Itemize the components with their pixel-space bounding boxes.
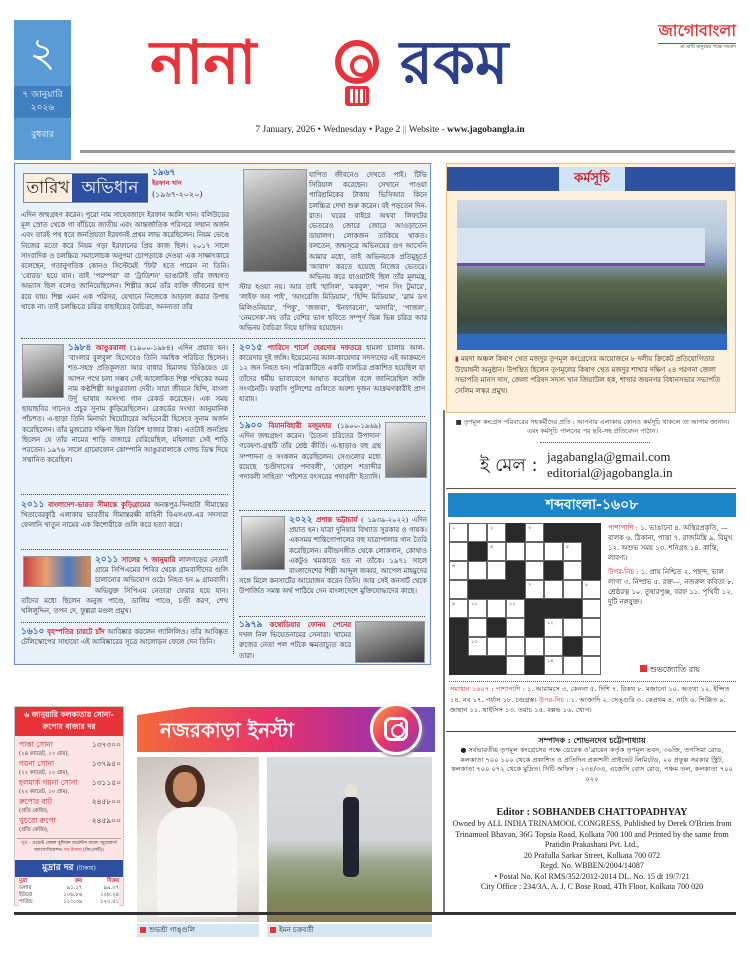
crossword-cell[interactable] — [563, 618, 582, 637]
vertical-rule — [443, 410, 445, 915]
issue-date: ৭ জানুয়ারি ২০২৬ — [14, 86, 71, 118]
bullet-icon — [270, 927, 276, 933]
crossword-cell[interactable]: ১১ — [506, 599, 525, 618]
crossword-cell[interactable] — [582, 656, 601, 675]
photo-spacer — [239, 515, 289, 571]
issue-day: বুধবার — [31, 130, 54, 140]
solution-across: ১. আরামসে ৩. কেননা ৫. দিশি ৭. রিকথ ৮. মজানো ১০. অতথা ১২. ইপ্সিত ১৪. নব ১৭. পর্যাস ১৮. চন্দ্রগ্রস্ত। — [450, 685, 730, 704]
column-divider — [233, 344, 234, 654]
entry-text: (১৯০০-১৯৬৯) এদিন জন্মগ্রহণ করেন। 'চৈতন্য চরিতের উপাদান' গবেষণা-গ্রন্থটি তাঁর শ্রেষ্ঠ কীর্তি। এ-ছাড়াও বহু গ্রন্থ সম্পাদনা ও সংকলন করেছিলেন। সেগুলোর মধ্যে রয়েছে 'চণ্ডীদাসের পদাবলী', 'ষোড়শ শতাব্দীর পদাবলী সাহিত্য' 'পাঁচশত বৎসরের পদাবলী' ইত্যাদি। — [239, 422, 381, 482]
currency-cell: ডলার — [19, 885, 32, 891]
currency-header: বিক্রয় — [106, 878, 119, 884]
metal-unit: (প্রতি কেজি), — [19, 827, 49, 833]
crossword-cell[interactable] — [506, 542, 525, 561]
tarikh-title-a: তারিখ — [24, 174, 72, 202]
entry-name: প্যারিসে শার্লে হেবদোর দফতরে — [267, 344, 362, 352]
crossword-cell[interactable] — [582, 599, 601, 618]
insta-caption-2 — [267, 924, 432, 937]
entry-prashanta — [239, 515, 427, 611]
down-clues — [608, 567, 736, 607]
currency-unit: (টাকায়) — [76, 865, 96, 872]
crossword-block — [582, 561, 601, 580]
currency-cell: ১২৩.৩৯ — [63, 899, 83, 905]
crossword-cell[interactable] — [506, 618, 525, 637]
calendar-icon — [345, 86, 369, 106]
currency-row — [19, 899, 119, 906]
dateline-day: Wednesday — [323, 125, 367, 135]
crossword-cell[interactable]: ৫ — [563, 542, 582, 561]
entry-text: ( ১৯৩৯-২০২২) এদিন প্রয়াত হন। যাত্রা দুনিয়ার বিখ্যাত সুরকার ও গায়ক। একসময় শান্তিগোপালের বহু যাত্রাপালার গান তৈরি করেছিলেন। রবীন্দ্রসঙ্গীত থেকে লোকগান, কোথাও একটুও থমকাতে হত না তাঁকে। ১৯৭১ সালে বাংলাদেশের শিল্পী আব্দুল জব্বর, আপেল মাহমুদের সঙ্গে মিলে কনসার্টের আয়োজন করেন তিনি। আর সেই কনসার্ট থেকে উপার্জিত সমস্ত অর্থ পাঠিয়ে দেন বাংলাদেশে মুক্তিযোদ্ধাদের কাছে। — [239, 516, 427, 596]
crossword-block — [525, 618, 544, 637]
tarikh-abhidhan-panel — [14, 163, 431, 665]
crossword-block — [506, 580, 525, 599]
crossword-solution — [450, 684, 735, 716]
imprint-bn — [448, 735, 736, 784]
entry-text: হামলা চালায় আল-কায়েদার দুই জঙ্গি। ইয়েমেনের আল-কায়েদার সদস্যদের এই আক্রমণে ১২ জন নিহত হন। পত্রিকাটিতে একটি ব্যঙ্গচিত্র প্রকাশিত হয়েছিল যা তাঁদের ধর্মীয় ভাবাবেগে আঘাত করেছিল বলে জানিয়েছিল জঙ্গি সংগঠনটি। ফরাসি পুলিশের গুলিতে অবশ্য দুজন আক্রমণকারীই প্রাণ হারায়। — [239, 344, 425, 404]
entry-year: ২০১১ — [95, 555, 119, 565]
tarikh-title — [23, 173, 148, 203]
karmasuchi-notice — [455, 418, 730, 436]
metal-price: ১৩৭৩০০ — [91, 740, 121, 749]
crossword-block — [582, 542, 601, 561]
brand-tagline: মা মাটি মানুষের পক্ষে সংবাদ — [658, 43, 736, 51]
crossword-cell[interactable]: ৩ — [525, 523, 544, 542]
currency-row — [19, 885, 119, 892]
crossword-block — [563, 599, 582, 618]
crossword-cell[interactable] — [506, 637, 525, 656]
crossword-cell[interactable]: ৬ — [449, 561, 468, 580]
crossword-cell[interactable] — [582, 637, 601, 656]
website-label: Website - — [408, 125, 445, 135]
metal-unit: (২২ ক্যারেট, ১০ গ্রাম), — [19, 789, 70, 795]
currency-cell: ১২০.৫১ — [100, 899, 119, 905]
metal-price: ২৪৫৯০০ — [91, 816, 121, 825]
metal-price: ২৪৫৮০০ — [91, 797, 121, 806]
gold-rate-title: ৬ জানুয়ারি কলকাতায় সোনা-রুপোর বাজার দর — [15, 707, 123, 736]
crossword-cell[interactable]: ১৩ — [468, 637, 487, 656]
crossword-block — [544, 599, 563, 618]
event-table — [457, 334, 727, 350]
down-text: ১. প্রায় নিশ্চিত ২. পছন্দ, ভাল লাগা ৩. নিষ্প্রভ ৫. রক্ত—, নজরুল কবিতা ৮. শ্রেষ্ঠরত্ন ১০. তুষারপুঞ্জ, বরফ ১১. পৃথিবী ১২. দুটি নলযুক্ত। — [608, 568, 734, 606]
crossword-cell[interactable] — [487, 599, 506, 618]
crossword-cell[interactable] — [449, 542, 468, 561]
source-suffix: (জিএসটি)। — [83, 847, 105, 853]
crossword-cell[interactable] — [563, 561, 582, 580]
bullet-icon — [640, 665, 647, 672]
caption-text: শুভশ্রী গাঙ্গুলি — [149, 926, 195, 934]
currency-body — [19, 885, 119, 906]
crossword-cell[interactable]: ২ — [487, 523, 506, 542]
instagram-icon — [370, 703, 422, 755]
crossword-block — [544, 523, 563, 542]
divider — [239, 416, 425, 417]
across-label: পাশাপাশি : — [608, 524, 638, 532]
author-name: শুভজ্যোতি রায় — [650, 665, 701, 674]
imprint-en — [448, 806, 736, 893]
page-bottom-rule — [14, 912, 736, 915]
crossword-cell[interactable] — [582, 618, 601, 637]
entry-angurbala — [22, 343, 228, 491]
imprint-line-4: • Postal No. Kol RMS/352/2012-2014 DL. No. 15 dt 19/7/21 — [494, 871, 690, 881]
divider — [21, 622, 228, 623]
crossword-block — [487, 618, 506, 637]
crossword-block — [468, 580, 487, 599]
editor-bn: সম্পাদক : শোভনদেব চট্টোপাধ্যায় — [538, 735, 646, 745]
entry-year: ১৬১০ — [21, 627, 45, 637]
metal-price: ১৩১১৫০ — [91, 778, 121, 787]
crossword-block — [582, 523, 601, 542]
source-text: ওয়েস্ট বেঙ্গল বুলিয়ন মার্চেন্টস অ্যান্ড জুয়েলার্স অ্যাসোসিয়েশন। — [32, 841, 117, 853]
dateline-separator: || — [402, 125, 407, 135]
email-block — [547, 449, 732, 481]
metal-name: খুচরো রুপো — [19, 816, 56, 825]
imprint-line-5: City Office : 234/3A, A. J. C Bose Road, 4Th Floor, Kolkata 700 020 — [480, 882, 704, 891]
crossword-cell[interactable] — [487, 637, 506, 656]
crossword-cell[interactable] — [563, 580, 582, 599]
crossword-block — [487, 580, 506, 599]
insta-photo-1 — [137, 757, 259, 922]
cricket-event-photo — [457, 200, 727, 350]
crossword-cell[interactable]: ১০ — [468, 599, 487, 618]
entry-text: যাপিত জীবনেও দেখতে পাই। টিভি সিরিয়াল করেছেন। সেখানে পাওয়া পারিশ্রমিকের টাকায় ভিসিআর কিনে চলচ্চিত্র দেখা শুরু করেন। বই পড়তেন দিন-রাত। ঘরের বাইরে অথবা লিফটের ভেতরেও জোরে জোরে আওড়াতেন ডায়ালগ। লোকজন তাকিয়ে থাকত। বলতেন, জন্মসূত্রে অভিনয়ের গুণ আসেনি আমার মধ্যে, তাই অভিনয়কে প্রতিমুহূর্তে 'আবাদ' করতে হয়েছে নিজের ভেতরে। অভিনয় করে যাওয়াটাই ছিল তাঁর মূলমন্ত্র, স্টার হওয়া নয়। আর তাই 'হাসিল', 'মকবুল', 'পান সিং টুমারে', 'লাইফ অব পাই', 'আংরেজি মিডিয়াম', 'হিন্দি মিডিয়াম', 'স্লাম ডগ মিলিওনিয়ার', 'পিকু', 'জজবা', 'ইনফারনো', 'মাদারি', 'পাজল', 'নেমসেক'-সহ তাঁর বেশির ভাগ ছবিতে সম্পূর্ণ ভিন্ন ভিন্ন চরিত্র আর অভিনয় বৈচিত্র্য নিয়ে হাজির হয়েছেন। — [239, 171, 427, 333]
entry-text: লালগড়ের নেতাই গ্রামে সিপিএমের শিবির থেকে গ্রামবাসীদের গুলি চালানোর অভিযোগ ওঠে। নিহত হন ৯ গ্রামবাসী। অভিযুক্ত সিপিএম নেতারা ফেরার হয়ে যান। তাঁদের মধ্যে ছিলেন অনুজ পাণ্ডে, ডালিম পাণ্ডে, চণ্ডী করণ, শেখ খলিলুদ্দিন, তপন দে, ফুল্লরা মণ্ডল প্রমুখ। — [21, 556, 228, 616]
currency-header: ক্রয় — [74, 878, 83, 884]
entry-year: ১৯৬৭ — [152, 168, 176, 178]
metal-unit: (প্রতি কেজি), — [19, 808, 49, 814]
crossword-cell[interactable] — [544, 580, 563, 599]
entry-irrfan-text1: এদিন জন্মগ্রহণ করেন। পুরো নাম সাহেবজাদে ইরফান আলি খান। বলিউডের মূল স্রোত থেকে গা বাঁচিয়ে জাতীয় এবং আন্তর্জাতিক পরিসরে সম্মান অর্জন এবং তারই পথ ধরে জনপ্রিয়তা ইরফানই প্রথম লাভ করেছিলেন। নিয়ম ভেঙে নিজের মতো করে নিয়ম গড়া ইরফানের প্রিয় কাজ ছিল। ২০১৭ সালে সাংবাদিক ও চলচ্চিত্র সমালোচক অনুপমা চোপড়াকে দেওয়া এক সাক্ষাৎকারে বলেছেন, গতানুগতিক কোনও সিস্টেমেই 'ফিট' হতে পারেন না তিনি। 'বোরড' হয়ে যান। তাই 'পরম্পরা' বা 'ট্রাডিশন' ভাঙাটাই তাঁর জন্মগত অভ্যাস ছিল বলেও জানিয়েছিলেন। শিল্পীর কর্মে তাঁর ব্যক্তি জীবনের ছাপ রয়ে যায়। শিল্প এমন এক পরিসর, যেখানে নিজেকে আড়াল করার উপায় থাকে না। তাই চলচ্চিত্রে চরিত্র বাছাইয়ের বৈচিত্র্য, অনন্যতা তাঁর — [21, 211, 229, 311]
entry-text: অনন্তপুর-দিনহাটা সীমান্তের খিতাবেরকুঠি এলাকায় ভারতীয় সীমান্তরক্ষী বাহিনী বিএসএফ-এর সদস্যরা ফেলানি খাতুন নামের এক কিশোরীকে গুলি করে হত্যা করে। — [21, 501, 228, 530]
entry-name: বৃহস্পতির চারটে চাঁদ — [47, 628, 105, 636]
email-link-1[interactable]: jagabangla@gmail.com — [547, 449, 671, 464]
gold-rate-row — [19, 758, 121, 777]
photo-spacer — [381, 421, 427, 479]
crossword-grid — [449, 523, 601, 675]
insta-caption-1 — [137, 924, 259, 937]
entry-galileo — [21, 627, 228, 661]
crossword-block — [487, 656, 506, 675]
divider — [21, 549, 228, 550]
crossword-block — [563, 637, 582, 656]
crossword-block — [449, 637, 468, 656]
currency-cell: ১০৮.২৪ — [100, 892, 119, 898]
crossword-author — [640, 664, 700, 675]
gold-rate-list — [19, 739, 121, 834]
gold-rate-row — [19, 777, 121, 796]
metal-price: ১৩৭৯৫০ — [91, 759, 121, 768]
crossword-block — [449, 618, 468, 637]
currency-rate-title — [15, 860, 123, 877]
eye-icon — [335, 40, 379, 84]
crossword-cell[interactable] — [525, 637, 544, 656]
entry-irrfan-head — [152, 168, 238, 208]
entry-year: ২০১৫ — [239, 343, 263, 353]
crossword-block — [449, 656, 468, 675]
crossword-cell[interactable]: ১২ — [544, 618, 563, 637]
solution-label: সমাধান ১৬০৭ : — [450, 685, 494, 693]
crossword-cell[interactable]: ১ — [449, 523, 468, 542]
entry-name: বিমানবিহারী মজুমদার — [268, 422, 332, 430]
divider — [21, 494, 228, 495]
caption-text: ইমন চক্রবর্তী — [279, 926, 314, 934]
crossword-cell[interactable] — [468, 618, 487, 637]
crossword-cell[interactable] — [449, 580, 468, 599]
crossword-cell[interactable] — [487, 561, 506, 580]
entry-name: আঙুরবালা — [95, 344, 126, 352]
bullet-icon: ■ — [455, 418, 464, 426]
divider — [449, 681, 736, 682]
metal-name: রুপোর বাট — [19, 797, 52, 806]
crossword-cell[interactable] — [506, 656, 525, 675]
crossword-block — [468, 542, 487, 561]
crossword-cell[interactable]: ৮ — [582, 580, 601, 599]
karmasuchi-header — [447, 167, 735, 191]
divider — [239, 510, 425, 511]
bullet-icon: ▮ — [455, 355, 461, 363]
source-red: দর টাকায় — [64, 847, 82, 853]
bullet-icon — [140, 927, 146, 933]
crossword-clues — [608, 523, 736, 607]
email-label: ই মেল : — [480, 455, 538, 476]
crossword-cell[interactable] — [468, 561, 487, 580]
gold-rate-row — [19, 739, 121, 758]
divider — [239, 616, 425, 617]
page-number-box — [14, 20, 71, 160]
photo-spacer — [21, 555, 95, 588]
entry-name: প্রশান্ত ভট্টাচার্য — [316, 516, 358, 524]
crossword-block — [506, 523, 525, 542]
crossword-block — [544, 561, 563, 580]
editor-en: Editor : SOBHANDEB CHATTOPADHYAY — [496, 807, 688, 818]
karmasuchi-panel — [446, 163, 736, 413]
currency-cell: পাউন্ড — [19, 899, 33, 905]
insta-title: নজরকাড়া ইনস্টা — [160, 718, 294, 742]
gold-rate-row — [19, 815, 121, 834]
photo-spacer — [239, 170, 309, 274]
crossword-cell[interactable] — [525, 542, 544, 561]
currency-row — [19, 892, 119, 899]
section-logo — [150, 28, 600, 108]
crossword-cell[interactable] — [525, 561, 544, 580]
imprint-line-3: Regd. No. WBBEN/2004/14087 — [540, 861, 644, 870]
imprint-line-2: 20 Prafulla Sarkar Street, Kolkata 700 072 — [523, 850, 661, 860]
crossword-cell[interactable]: ৭ — [525, 580, 544, 599]
gold-rate-panel — [14, 706, 124, 906]
dateline-date: 7 January, 2026 — [255, 125, 316, 135]
brand-logo — [658, 20, 736, 50]
metal-unit: (২২ ক্যারেট, ১০ গ্রাম), — [19, 770, 70, 776]
crossword-block — [563, 523, 582, 542]
crossword-title: শব্দবাংলা-১৬০৮ — [448, 493, 736, 517]
currency-header-row — [19, 878, 119, 885]
crossword-cell[interactable]: ৪ — [487, 542, 506, 561]
email-link-2[interactable]: editorial@jagobangla.in — [547, 465, 673, 480]
entry-year: ২০২২ — [289, 515, 313, 525]
crossword-block — [525, 656, 544, 675]
down-label: উপর-নিচ : — [608, 568, 639, 576]
website-link[interactable]: www.jagobangla.in — [447, 125, 525, 135]
currency-table — [19, 878, 119, 906]
entry-name: ইরফান খান — [152, 179, 182, 188]
entry-name: কম্বোডিয়ার ফোনম পেনের — [269, 621, 351, 629]
crossword-cell[interactable] — [544, 542, 563, 561]
insta-photo-2 — [267, 757, 432, 922]
photo-spacer — [22, 343, 68, 399]
entry-life: (১৯৬৭-২০২০) — [152, 190, 203, 200]
phnom-penh-photo — [355, 621, 425, 663]
currency-cell: ৯৯.০৭ — [103, 885, 119, 891]
karmasuchi-caption — [455, 354, 731, 396]
crossword-cell[interactable]: ১৪ — [544, 656, 563, 675]
divider — [21, 338, 425, 339]
imprint-line-1: Owned by ALL INDIA TRINAMOOL CONGRESS, Published by Derek O'Brien from Trinamool Bhavan, 36G Topsia Road, Kolkata 700 100 and Printed by the same from Pratidin Prakashani Pvt. Ltd., — [452, 819, 732, 849]
karmasuchi-title: কর্মসূচি — [559, 167, 625, 191]
solution-down-label: উপর-নিচ : — [538, 695, 569, 704]
entry-felani — [21, 500, 228, 546]
entry-bimanbehari — [239, 421, 427, 507]
entry-text: আবিষ্কার করলেন গ্যালিলিও। তাঁর আবিষ্কৃত টেলিস্কোপের সাহায্যে এই আবিষ্কারের সূত্রে আলোড়ন ফেলে দেন তিনি। — [21, 628, 228, 647]
across-clues — [608, 523, 736, 563]
dateline-page: Page 2 — [374, 125, 401, 135]
event-banner — [457, 228, 705, 266]
divider — [446, 488, 736, 489]
tarikh-title-b: অভিধান — [72, 174, 148, 202]
entry-irrfan-text2 — [239, 170, 427, 334]
currency-cell: ১০৬.৮৬ — [63, 892, 83, 898]
metal-name: গয়না সোনা — [19, 759, 55, 768]
crossword-cell[interactable] — [468, 523, 487, 542]
entry-netai — [21, 555, 228, 619]
caption-text: ময়দা অঞ্চল কিষাণ খেত মজদুর তৃণমূল কংগ্রেসের আয়োজনে ৮ দলীয় ক্রিকেট প্রতিযোগিতার উদ্বোধনী অনুষ্ঠান। উপস্থিত ছিলেন তৃণমূলের কিষাণ খেত মজদুর শাখার দক্ষিণ ২৪ পরগনা জেলা সভাপতি মানস দাস, জেলা পরিষদ সদস্য খান জিয়াউল হক, শাখার জয়নগর বিধানসভার সভাপতি সেলিম লস্কর প্রমুখ। — [455, 355, 721, 395]
imprint-text-bn: ● সর্বভারতীয় তৃণমূল কংগ্রেসের পক্ষে ডেরেক ও'ব্রায়েন কর্তৃক তৃণমূল ভবন, ৩৬জি, তপসিয়া রোড, কলকাতা ৭০০ ১০০ থেকে প্রকাশিত ও প্রতিদিন প্রকাশনী প্রাইভেট লিমিটেড, ২০ প্রফুল্ল সরকার স্ট্রিট, কলকাতা ৭০০ ০৭২ থেকে মুদ্রিত। সিটি অফিস : ২৩৪/৩এ, এজেসি বোস রোড, পঞ্চম তল, কলকাতা ৭০০ ০২০ — [451, 746, 733, 783]
notice-text: তৃণমূল কংগ্রেস পরিবারের সহকর্মীদের প্রতি : আপনার এলাকায় কোনও কর্মসূচি থাকলে তা আগাম জানান। এবং কর্মসূচি পালনের পর ছবি-সহ প্রতিবেদন পাঠান। — [463, 418, 730, 435]
currency-header: মুদ্রা — [19, 878, 27, 884]
metal-name: পাকা সোনা — [19, 740, 53, 749]
page-number: ২ — [29, 30, 56, 76]
entry-year: ১৯৮৪ — [68, 343, 92, 353]
divider — [446, 731, 736, 732]
crossword-cell[interactable]: ৯ — [449, 599, 468, 618]
source-prefix: সূত্র : — [21, 841, 31, 846]
dateline: 7 January, 2026 • Wednesday • Page 2 || Website - www.jagobangla.in — [255, 125, 525, 135]
crossword-block — [525, 599, 544, 618]
solution-down: ১. আজাদি ২. সেঙ্গুরি ৩. কেপ্রথম ৪. নাট্য ৬. শিঞ্জিত ৯. জাহান ১১. থাইসিস ১৩. তরাচ ১৫. বল্লভ ১৬. খোপ। — [450, 695, 726, 714]
masthead-rule — [80, 150, 735, 153]
across-text: ১. ভাঙানো ৪. অস্থিরপ্রকৃতি, — বালক ৬. ঠিকানা, পাত্তা ৭. রাজমিস্ত্রি ৯. বিমুখ ১২. অশুভ সময় ১৩. শনিগ্রহ ১৪. কান্তি, লাবণ্য। — [608, 524, 733, 562]
brand-name: জাগোবাংলা — [658, 21, 736, 40]
gold-rate-row — [19, 796, 121, 815]
currency-title: মুদ্রার দর — [42, 863, 74, 873]
entry-phnom-penh — [239, 620, 351, 662]
logo-part-1: নানা — [150, 28, 257, 98]
entry-year: ১৯০০ — [239, 421, 263, 431]
solution-across-label: পাশাপাশি : — [495, 685, 525, 693]
crossword-cell[interactable] — [544, 637, 563, 656]
crossword-cell[interactable] — [563, 656, 582, 675]
crossword-block — [506, 561, 525, 580]
entry-name: বাংলাদেশ-ভারত সীমান্তে কুড়িগ্রামের — [48, 501, 151, 509]
gold-rate-source — [17, 838, 121, 854]
entry-text: (১৯০০-১৯৮৪) এদিন প্রয়াত হন। 'বাংলার বুলবুল' হিসেবেও তিনি সমধিক পরিচিত ছিলেন। শত-সহস্র প্রতিকূলতা আর বাধার হিমালয় ডিঙিয়েও যে আপন পথে চলা সম্ভব সেই আলোকিত শিল্প পথিকের অমর নাম কণ্ঠশিল্পী আঙুরবালা দেবী। সারা জীবনে হিন্দি, বাংলা উর্দু ভাষায় অসংখ্য গান রেকর্ড করেছেন। এক সময় ছায়াছবির গানেও প্রচুর সুনাম কুড়িয়েছিলেন। রেকর্ডের সংখ্যা আনুমানিক পাঁচশত। এ-ছাড়া তিনি মিনার্ভা থিয়েটারের অভিনেত্রী হিসেবে সুনাম অর্জন করেছিলেন। তাঁর মুজরোর দক্ষিণা ছিল তিরিশ হাজার টাকা। এতটাই জনপ্রিয় ছিলেন যে তাঁর নামের শাড়ি বাজারে বেরিয়েছিল, মহিলারা সেই শাড়ি পরতেন। ১৯৭৬ সালে গ্রামোফোন কোম্পানি আঙুরবালাকে গোল্ড ডিস্ক দিয়ে সম্মানিত করেছিল। — [22, 344, 228, 465]
divider — [540, 442, 650, 443]
metal-unit: (২৪ ক্যারেট, ১০ গ্রাম), — [19, 751, 70, 757]
entry-year: ১৯৭৯ — [239, 620, 263, 630]
entry-year: ২০১১ — [21, 500, 45, 510]
entry-name: সালের ৭ জানুয়ারি — [121, 556, 176, 564]
logo-part-2: রকম — [400, 28, 509, 98]
entry-charlie-hebdo — [239, 343, 425, 413]
currency-cell: ইউরো — [19, 892, 33, 898]
crossword-block — [468, 656, 487, 675]
entry-text: দখল নিল ভিয়েতনামের সেনারা। খামের রুজের নেতা পল পটকে ক্ষমতাচ্যুত করে তারা। — [239, 631, 351, 660]
metal-name: হলমার্ক গয়না সোনা — [19, 778, 78, 787]
currency-cell: ৯১.১৭ — [66, 885, 83, 891]
